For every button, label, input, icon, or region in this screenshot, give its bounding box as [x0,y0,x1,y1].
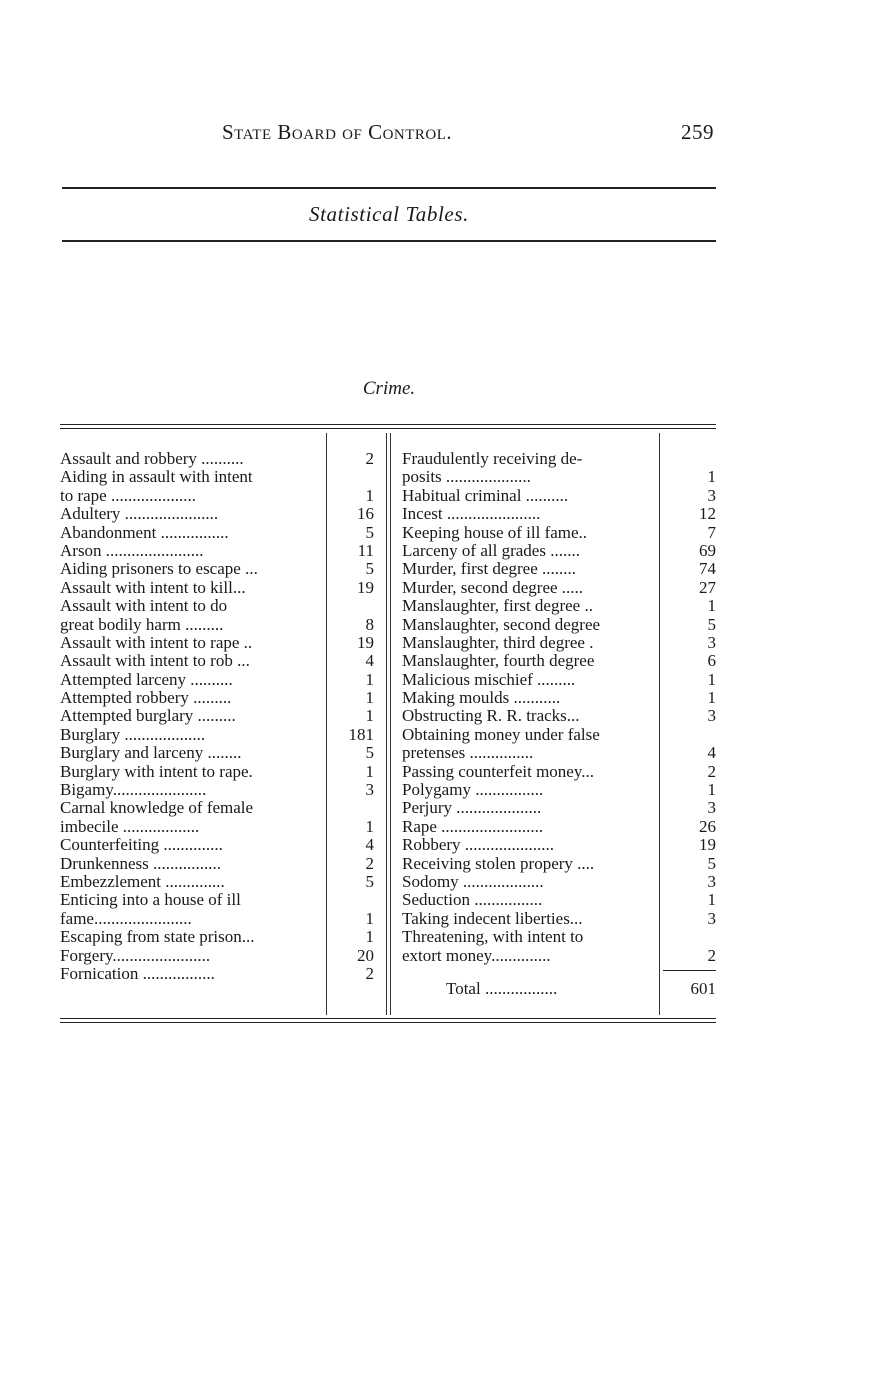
crime-count: 1 [365,908,374,928]
crime-label: Fornication ................. [60,963,215,983]
crime-label: Burglary with intent to rape. [60,761,253,781]
table-row [402,891,716,909]
total-row [402,979,716,999]
table-row [60,689,376,707]
crime-label: Polygamy ................ [402,780,544,800]
crime-label: Aiding prisoners to escape ... [60,559,258,579]
table-row [402,468,716,486]
crime-count: 3 [365,780,374,800]
crime-count: 5 [707,853,716,873]
crime-count: 1 [365,761,374,781]
table-row [402,910,716,928]
crime-label: Carnal knowledge of female [60,798,254,818]
crime-label: Seduction ................ [402,890,543,910]
crime-label: Murder, first degree ........ [402,559,576,579]
table-row [402,707,716,725]
table-row [402,505,716,523]
crime-label: Attempted robbery ......... [60,688,232,708]
total-rule [663,970,716,971]
table-row [60,671,376,689]
crime-label: Enticing into a house of ill [60,890,241,910]
total-label: Total ................. [446,979,558,998]
crime-count: 1 [365,927,374,947]
crime-count: 5 [365,871,374,891]
crime-label: Murder, second degree ..... [402,577,584,597]
crime-label: Manslaughter, third degree . [402,632,594,652]
table-row [60,891,376,909]
crime-count: 1 [365,669,374,689]
table-bottom-rule [60,1018,716,1023]
crime-label: Manslaughter, second degree [402,614,601,634]
crime-label: Assault and robbery .......... [60,449,244,468]
table-row [60,616,376,634]
crime-label: Escaping from state prison... [60,927,255,947]
crime-count: 5 [365,743,374,763]
crime-label: Assault with intent to rob ... [60,651,250,671]
right-column [402,450,716,965]
table-row [60,836,376,854]
crime-count: 19 [357,632,374,652]
crime-count: 3 [707,798,716,818]
table-row [402,744,716,762]
left-column [60,450,376,983]
crime-count: 1 [365,688,374,708]
crime-count: 3 [707,485,716,505]
table-row [402,597,716,615]
table-row [60,873,376,891]
section-heading: Statistical Tables. [309,202,469,226]
table-row [402,616,716,634]
table-row [60,579,376,597]
crime-label: posits .................... [402,467,531,487]
crime-count: 4 [707,743,716,763]
crime-count: 11 [357,540,374,560]
crime-label: Habitual criminal .......... [402,485,569,505]
table-row [60,910,376,928]
table-row [402,781,716,799]
table-row [60,799,376,817]
crime-label: Passing counterfeit money... [402,761,594,781]
table-row [60,505,376,523]
crime-label: Sodomy ................... [402,871,544,891]
table-row [402,726,716,744]
table-row [60,487,376,505]
table-row [402,450,716,468]
crime-label: fame....................... [60,908,192,928]
crime-count: 2 [707,945,716,965]
crime-label: Counterfeiting .............. [60,835,223,855]
table-row [402,652,716,670]
page-title: State Board of Control. [222,120,453,144]
header-rule-top [62,187,716,189]
crime-count: 181 [348,724,374,744]
table-row [60,468,376,486]
crime-count: 4 [365,651,374,671]
crime-label: Bigamy...................... [60,780,207,800]
table-row [60,652,376,670]
crime-label: Rape ........................ [402,816,544,836]
table-row [60,763,376,781]
table-row [60,965,376,983]
crime-count: 2 [365,449,374,468]
table-row [402,947,716,965]
header-rule-bottom [62,240,716,242]
crime-label: Perjury .................... [402,798,542,818]
column-divider [386,433,387,1015]
crime-label: Larceny of all grades ....... [402,540,580,560]
total-value: 601 [690,979,716,998]
crime-label: Manslaughter, first degree .. [402,596,593,616]
crime-label: great bodily harm ......... [60,614,224,634]
page-number: 259 [681,120,714,144]
crime-count: 8 [365,614,374,634]
crime-label: Incest ...................... [402,504,541,524]
crime-count: 3 [707,632,716,652]
table-row [60,855,376,873]
table-row [402,855,716,873]
crime-count: 5 [365,559,374,579]
crime-label: imbecile .................. [60,816,200,836]
table-row [402,524,716,542]
table-row [402,928,716,946]
crime-count: 1 [707,467,716,487]
crime-label: extort money.............. [402,945,551,965]
table-row [402,634,716,652]
crime-count: 26 [699,816,716,836]
crime-label: Taking indecent liberties... [402,908,583,928]
crime-count: 12 [699,504,716,524]
crime-label: Burglary ................... [60,724,206,744]
crime-label: Obtaining money under false [402,724,600,744]
crime-label: pretenses ............... [402,743,534,763]
table-row [60,818,376,836]
table-row [60,524,376,542]
table-row [402,836,716,854]
table-top-rule [60,424,716,429]
crime-count: 1 [365,816,374,836]
crime-label: Fraudulently receiving de- [402,449,583,468]
table-row [402,873,716,891]
crime-label: Threatening, with intent to [402,927,584,947]
crime-count: 1 [707,890,716,910]
crime-count: 2 [707,761,716,781]
table-row [60,744,376,762]
table-row [60,560,376,578]
table-row [402,542,716,560]
table-row [60,597,376,615]
crime-label: Embezzlement .............. [60,871,225,891]
crime-label: Aiding in assault with intent [60,467,253,487]
crime-count: 1 [365,706,374,726]
table-title: Crime. [362,378,416,399]
crime-count: 3 [707,706,716,726]
table-row [402,763,716,781]
crime-count: 1 [707,780,716,800]
crime-count: 5 [365,522,374,542]
crime-label: Obstructing R. R. tracks... [402,706,580,726]
crime-label: Manslaughter, fourth degree [402,651,595,671]
crime-label: Attempted burglary ......... [60,706,236,726]
crime-label: Adultery ...................... [60,504,219,524]
crime-count: 3 [707,908,716,928]
crime-count: 19 [357,577,374,597]
table-row [60,707,376,725]
table-row [60,947,376,965]
crime-label: Making moulds ........... [402,688,561,708]
crime-label: Keeping house of ill fame.. [402,522,588,542]
table-row [60,928,376,946]
table-row [402,579,716,597]
crime-count: 27 [699,577,716,597]
crime-count: 6 [707,651,716,671]
crime-count: 16 [357,504,374,524]
crime-count: 1 [365,485,374,505]
table-row [60,726,376,744]
crime-label: Assault with intent to do [60,596,228,616]
crime-label: Assault with intent to kill... [60,577,246,597]
crime-count: 7 [707,522,716,542]
crime-label: Attempted larceny .......... [60,669,233,689]
table-row [402,689,716,707]
crime-count: 5 [707,614,716,634]
crime-label: Drunkenness ................ [60,853,222,873]
table-row [402,487,716,505]
crime-count: 69 [699,540,716,560]
crime-count: 1 [707,688,716,708]
crime-label: Forgery....................... [60,945,211,965]
crime-label: Arson ....................... [60,540,204,560]
crime-count: 74 [699,559,716,579]
crime-count: 19 [699,835,716,855]
crime-label: Abandonment ................ [60,522,229,542]
table-row [402,560,716,578]
table-row [60,634,376,652]
crime-label: to rape .................... [60,485,196,505]
crime-count: 2 [365,853,374,873]
crime-count: 4 [365,835,374,855]
table-row [402,818,716,836]
crime-count: 1 [707,596,716,616]
crime-label: Malicious mischief ......... [402,669,576,689]
crime-count: 20 [357,945,374,965]
crime-count: 1 [707,669,716,689]
crime-label: Burglary and larceny ........ [60,743,242,763]
crime-label: Receiving stolen propery .... [402,853,595,873]
table-row [402,799,716,817]
table-row [402,671,716,689]
crime-label: Robbery ..................... [402,835,555,855]
table-row [60,450,376,468]
crime-label: Assault with intent to rape .. [60,632,253,652]
crime-count: 2 [365,963,374,983]
crime-count: 3 [707,871,716,891]
table-row [60,542,376,560]
running-head [62,120,716,150]
column-divider [390,433,391,1015]
table-row [60,781,376,799]
